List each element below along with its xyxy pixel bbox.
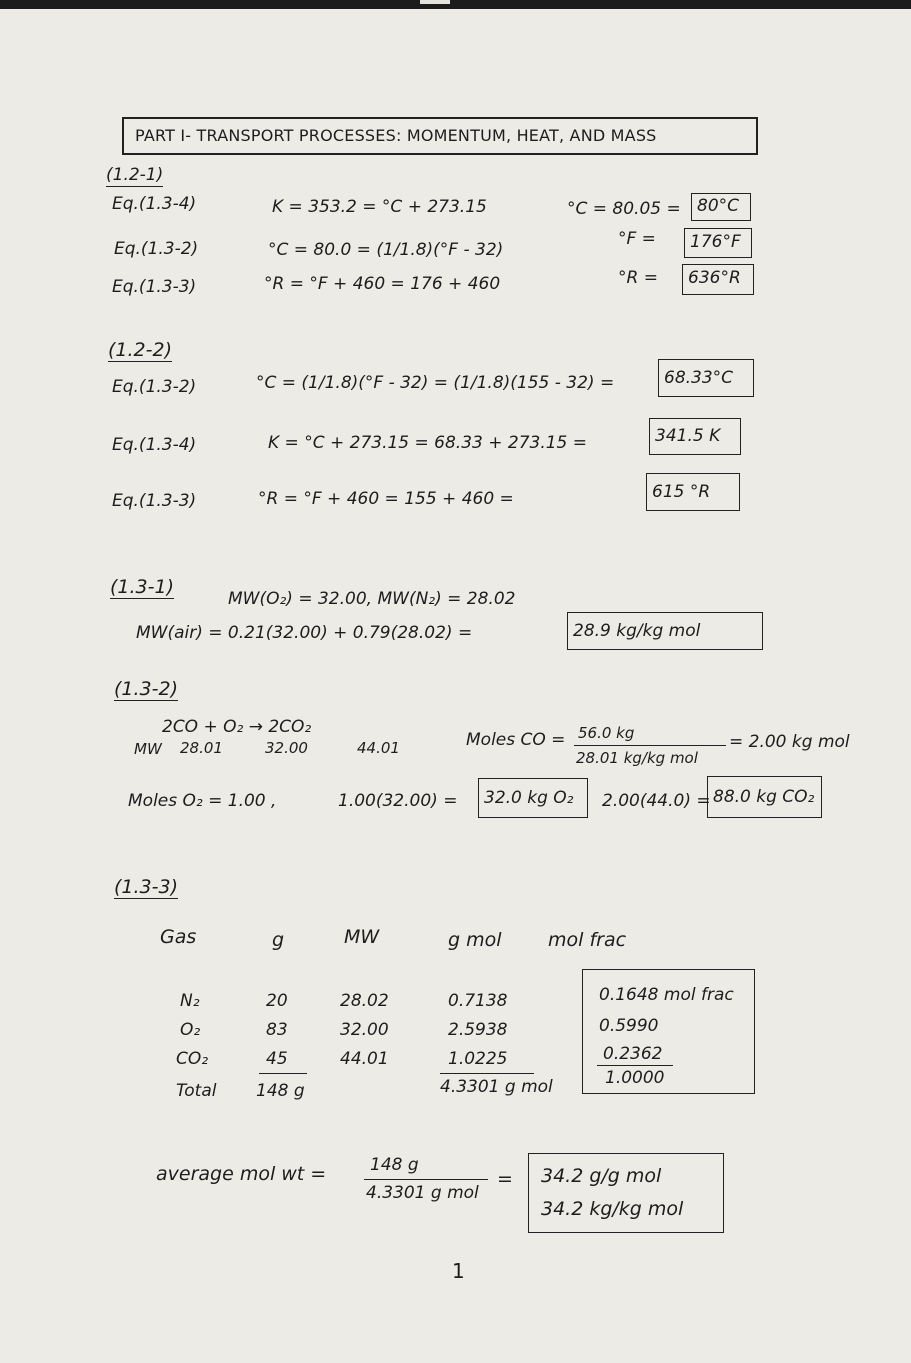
moles-co-label: Moles CO = <box>466 730 566 750</box>
cell-mw: 28.02 <box>340 991 389 1011</box>
equals-sign: = <box>497 1168 513 1190</box>
cell-gmol: 2.5938 <box>448 1020 508 1040</box>
equation: °C = 80.0 = (1/1.8)(°F - 32) <box>268 240 504 260</box>
total-label: Total <box>176 1081 217 1101</box>
answer-box: 615 °R <box>646 473 740 511</box>
problem-label-1-3-2: (1.3-2) <box>114 678 178 700</box>
cell-mw: 32.00 <box>340 1020 389 1040</box>
col-header-g: g <box>272 929 285 951</box>
equation: K = °C + 273.15 = 68.33 + 273.15 = <box>268 433 588 453</box>
col-header-gmol: g mol <box>448 929 502 951</box>
total-g: 148 g <box>256 1081 305 1101</box>
calc-o2: 1.00(32.00) = <box>338 791 458 811</box>
total-frac: 1.0000 <box>605 1068 665 1088</box>
eq-ref: Eq.(1.3-2) <box>114 239 199 259</box>
cell-frac: 0.5990 <box>599 1016 659 1036</box>
sum-line <box>440 1073 534 1074</box>
calc-co2: 2.00(44.0) = <box>602 791 711 811</box>
answer-box: 28.9 kg/kg mol <box>567 612 763 650</box>
cell-gas: O₂ <box>180 1020 201 1040</box>
reaction-equation: 2CO + O₂ → 2CO₂ <box>162 717 312 737</box>
avg-mol-wt-label: average mol wt = <box>156 1163 327 1185</box>
mw-value: 32.00 <box>265 739 308 757</box>
equation: K = 353.2 = °C + 273.15 <box>272 197 487 217</box>
equation: °R = °F + 460 = 176 + 460 <box>264 274 501 294</box>
answer-box: 80°C <box>691 193 751 221</box>
problem-label-1-2-2: (1.2-2) <box>108 339 172 361</box>
eq-ref: Eq.(1.3-4) <box>112 435 197 455</box>
result-lhs: °R = <box>618 268 658 288</box>
cell-gas: CO₂ <box>176 1049 209 1069</box>
problem-label-1-3-1: (1.3-1) <box>110 576 174 598</box>
fraction-numerator: 56.0 kg <box>578 724 635 742</box>
mw-value: 28.01 <box>180 739 223 757</box>
cell-mw: 44.01 <box>340 1049 389 1069</box>
cell-gmol: 1.0225 <box>448 1049 508 1069</box>
problem-label-1-2-1: (1.2-1) <box>106 165 164 185</box>
answer-box: 88.0 kg CO₂ <box>707 776 822 818</box>
moles-o2: Moles O₂ = 1.00 , <box>128 791 277 811</box>
fraction-denominator: 28.01 kg/kg mol <box>576 749 698 767</box>
fraction-bar <box>574 745 726 746</box>
moles-co-result: = 2.00 kg mol <box>729 732 850 752</box>
fraction-numerator: 148 g <box>370 1155 419 1175</box>
fraction-bar <box>364 1179 488 1180</box>
answer-box: 176°F <box>684 228 752 258</box>
page-number: 1 <box>452 1259 465 1283</box>
sum-line <box>597 1065 673 1066</box>
answer-box: 636°R <box>682 264 754 295</box>
answer-box: 341.5 K <box>649 418 741 455</box>
avg-result-kg: 34.2 kg/kg mol <box>541 1198 684 1220</box>
eq-ref: Eq.(1.3-4) <box>112 194 197 214</box>
result-lhs: °C = 80.05 = <box>567 199 681 219</box>
answer-box: 32.0 kg O₂ <box>478 778 588 818</box>
col-header-molfrac: mol frac <box>548 929 627 951</box>
part-header: PART I- TRANSPORT PROCESSES: MOMENTUM, HEAT, AND MASS <box>122 117 758 155</box>
sum-line <box>259 1073 307 1074</box>
equation: MW(air) = 0.21(32.00) + 0.79(28.02) = <box>136 623 473 643</box>
scan-top-edge <box>0 0 911 9</box>
eq-ref: Eq.(1.3-2) <box>112 377 197 397</box>
result-lhs: °F = <box>618 229 656 249</box>
answer-box <box>528 1153 724 1233</box>
total-gmol: 4.3301 g mol <box>440 1077 553 1097</box>
cell-frac: 0.2362 <box>603 1044 663 1064</box>
cell-g: 83 <box>266 1020 288 1040</box>
mw-label: MW <box>134 740 162 758</box>
cell-gas: N₂ <box>180 991 200 1011</box>
eq-ref: Eq.(1.3-3) <box>112 277 197 297</box>
cell-g: 20 <box>266 991 288 1011</box>
cell-g: 45 <box>266 1049 288 1069</box>
fraction-denominator: 4.3301 g mol <box>366 1183 479 1203</box>
avg-result-g: 34.2 g/g mol <box>541 1165 662 1187</box>
textbook-page <box>0 9 911 1363</box>
answer-box: 68.33°C <box>658 359 754 397</box>
mw-value: 44.01 <box>357 739 400 757</box>
eq-ref: Eq.(1.3-3) <box>112 491 197 511</box>
col-header-mw: MW <box>344 926 380 948</box>
mol-frac-box <box>582 969 755 1094</box>
cell-frac: 0.1648 mol frac <box>599 985 734 1005</box>
equation: °R = °F + 460 = 155 + 460 = <box>258 489 514 509</box>
cell-gmol: 0.7138 <box>448 991 508 1011</box>
equation: °C = (1/1.8)(°F - 32) = (1/1.8)(155 - 32) = <box>256 373 615 393</box>
problem-label-1-3-3: (1.3-3) <box>114 876 178 898</box>
equation: MW(O₂) = 32.00, MW(N₂) = 28.02 <box>228 589 516 609</box>
col-header-gas: Gas <box>160 926 197 948</box>
